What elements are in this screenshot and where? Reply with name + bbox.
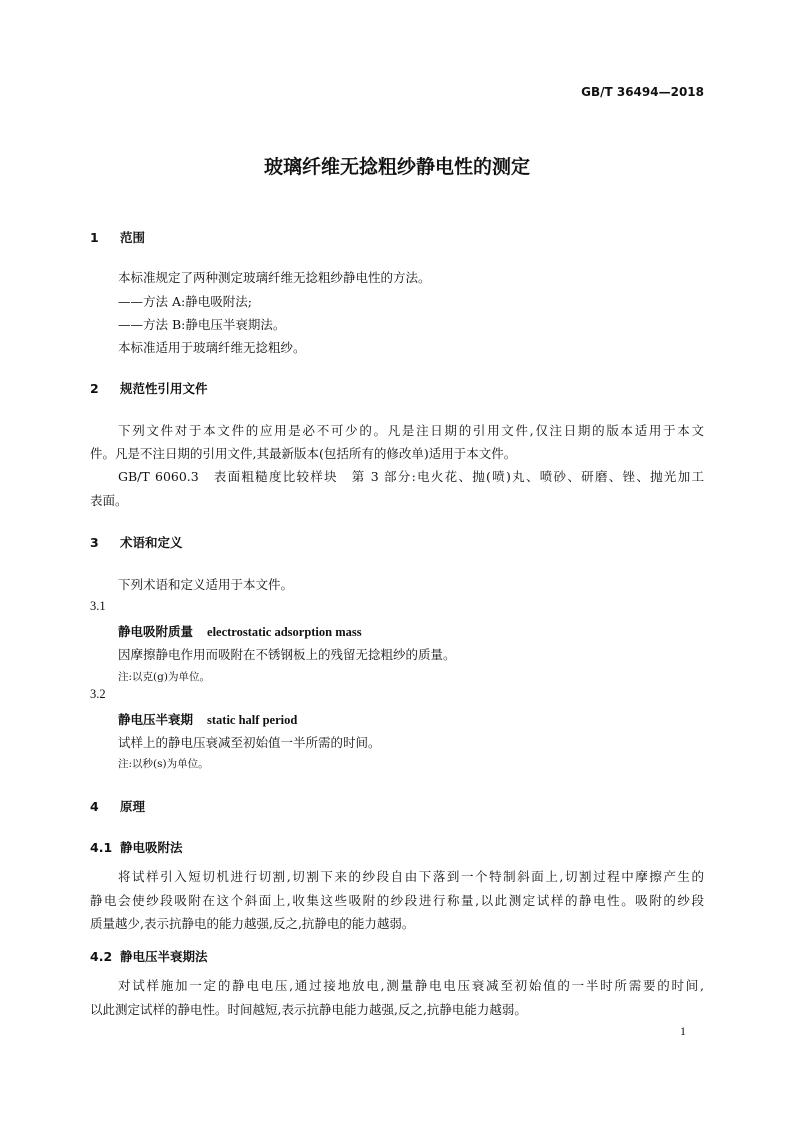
- paragraph-line: 件。凡是不注日期的引用文件,其最新版本(包括所有的修改单)适用于本文件。: [90, 446, 517, 461]
- paragraph-line: 将试样引入短切机进行切割,切割下来的纱段自由下落到一个特制斜面上,切割过程中摩擦产生的: [118, 869, 704, 884]
- term-heading: [118, 622, 362, 640]
- paragraph: 本标准规定了两种测定玻璃纤维无捻粗纱静电性的方法。: [118, 270, 431, 285]
- section-number: 1: [90, 230, 99, 245]
- term-definition: 因摩擦静电作用而吸附在不锈钢板上的残留无捻粗纱的质量。: [118, 647, 456, 662]
- section-title: 原理: [120, 799, 146, 814]
- list-item: ——方法 B:静电压半衰期法。: [118, 317, 286, 332]
- section-number: 3: [90, 535, 99, 550]
- subsection-title: 静电压半衰期法: [120, 949, 208, 964]
- paragraph-line: 静电会使纱段吸附在这个斜面上,收集这些吸附的纱段进行称量,以此测定试样的静电性。吸附的纱段: [90, 893, 704, 908]
- subsection-4-2-heading: [90, 947, 208, 965]
- paragraph: 本标准适用于玻璃纤维无捻粗纱。: [118, 340, 306, 355]
- term-en: electrostatic adsorption mass: [207, 625, 362, 639]
- section-2-heading: [90, 379, 208, 397]
- document-title: 玻璃纤维无捻粗纱静电性的测定: [263, 156, 530, 178]
- term-note: 注:以克(g)为单位。: [118, 671, 210, 683]
- paragraph: 下列术语和定义适用于本文件。: [118, 577, 294, 592]
- paragraph-line: 以此测定试样的静电性。时间越短,表示抗静电能力越强,反之,抗静电能力越弱。: [90, 1002, 527, 1017]
- term-zh: 静电压半衰期: [118, 712, 194, 727]
- term-number: 3.1: [90, 599, 106, 613]
- paragraph-line: 下列文件对于本文件的应用是必不可少的。凡是注日期的引用文件,仅注日期的版本适用于本文: [118, 423, 704, 438]
- paragraph-line: 对试样施加一定的静电电压,通过接地放电,测量静电电压衰减至初始值的一半时所需要的时间,: [118, 978, 704, 993]
- list-item: ——方法 A:静电吸附法;: [118, 294, 252, 309]
- subsection-4-1-heading: [90, 838, 183, 856]
- page-number: 1: [680, 1024, 686, 1038]
- section-number: 2: [90, 381, 99, 396]
- standard-number: GB/T 36494—2018: [581, 85, 704, 99]
- term-heading: [118, 710, 297, 728]
- section-4-heading: [90, 797, 145, 815]
- section-1-heading: [90, 228, 145, 246]
- section-title: 术语和定义: [120, 535, 183, 550]
- reference-line: GB/T 6060.3 表面粗糙度比较样块 第 3 部分:电火花、抛(喷)丸、喷砂、研磨、锉、抛光加工: [118, 469, 704, 484]
- section-title: 规范性引用文件: [120, 381, 208, 396]
- reference-line: 表面。: [90, 493, 128, 508]
- subsection-number: 4.2: [90, 949, 113, 964]
- term-definition: 试样上的静电压衰减至初始值一半所需的时间。: [118, 735, 381, 750]
- paragraph-line: 质量越少,表示抗静电的能力越强,反之,抗静电的能力越弱。: [90, 916, 415, 931]
- section-number: 4: [90, 799, 99, 814]
- term-en: static half period: [207, 713, 298, 727]
- section-3-heading: [90, 533, 183, 551]
- subsection-title: 静电吸附法: [120, 840, 183, 855]
- term-number: 3.2: [90, 687, 106, 701]
- term-note: 注:以秒(s)为单位。: [118, 758, 209, 770]
- section-title: 范围: [120, 230, 146, 245]
- term-zh: 静电吸附质量: [118, 624, 194, 639]
- subsection-number: 4.1: [90, 840, 113, 855]
